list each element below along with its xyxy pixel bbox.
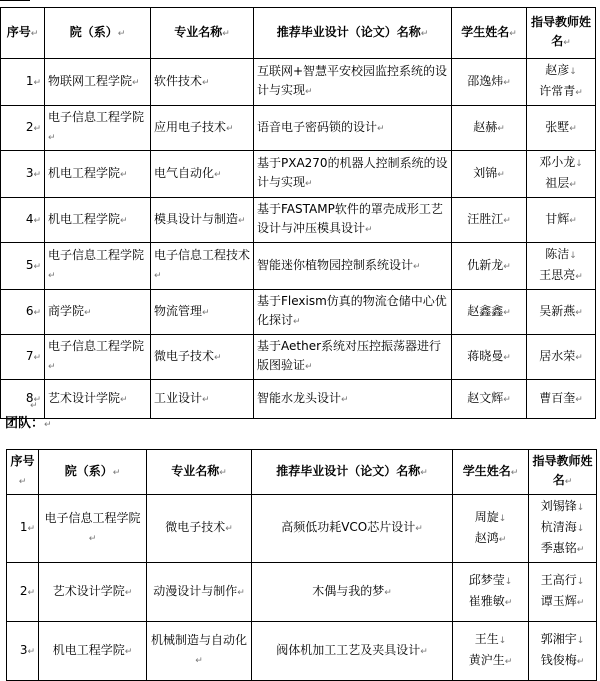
student-text: 蒋晓曼	[467, 348, 504, 363]
header-seq: 序号↵	[1, 8, 45, 59]
cell-major: 应用电子技术↵	[151, 106, 254, 151]
cell-student: 赵鑫鑫↵	[452, 290, 527, 335]
student-text: 邵逸炜	[467, 73, 504, 88]
cell-title: 语音电子密码锁的设计↵	[254, 106, 452, 151]
cell-seq: 8↵	[1, 380, 45, 419]
cell-college: 艺术设计学院↵	[39, 563, 147, 622]
cell-student: 汪胜江↵	[452, 198, 527, 243]
student-name: 邱梦莹	[468, 573, 505, 587]
cell-seq: 6↵	[1, 290, 45, 335]
cell-major: 物流管理↵	[151, 290, 254, 335]
header-seq: 序号↵	[7, 450, 39, 495]
title-text: 阀体机加工工艺及夹具设计	[276, 642, 421, 657]
advisor-name: 许常青	[539, 84, 576, 98]
table-row	[7, 622, 597, 681]
student-text: 仇新龙	[467, 257, 504, 272]
seq-text: 7	[25, 348, 34, 363]
cell-advisor: 赵彦↓ 许常青↵	[527, 59, 596, 106]
student-name: 黄沪生	[468, 653, 505, 667]
cell-college: 机电工程学院↵	[45, 151, 151, 198]
title-text: 智能水龙头设计	[257, 390, 342, 405]
cell-college: 电子信息工程学院↵	[45, 243, 151, 290]
header-student: 学生姓名↵	[453, 450, 529, 495]
cell-college: 商学院↵	[45, 290, 151, 335]
cell-advisor: 邓小龙↓ 祖层↵	[527, 151, 596, 198]
major-text: 动漫设计与制作	[153, 583, 238, 598]
cell-seq: 1↵	[1, 59, 45, 106]
cell-college: 物联网工程学院↵	[45, 59, 151, 106]
major-text: 物流管理	[154, 303, 203, 318]
cell-college: 机电工程学院↵	[45, 198, 151, 243]
advisor-name: 陈洁	[545, 247, 570, 261]
title-text: 基于FASTAMP软件的罩壳成形工艺设计与冲压模具设计	[257, 202, 443, 235]
college-text: 机电工程学院	[52, 642, 125, 657]
seq-text: 4	[25, 211, 34, 226]
header-advisor: 指导教师姓名↵	[527, 8, 596, 59]
cell-student: 周旋↓ 赵鸿↵	[453, 495, 529, 563]
header-title: 推荐毕业设计（论文）名称↵	[252, 450, 453, 495]
team-recommendation-table	[6, 449, 597, 681]
cell-seq: 5↵	[1, 243, 45, 290]
cell-title: 高频低功耗VCO芯片设计↵	[252, 495, 453, 563]
major-text: 软件技术	[154, 73, 203, 88]
header-college: 院（系）↵	[39, 450, 147, 495]
cell-advisor: 吴新燕↵	[527, 290, 596, 335]
student-name: 王生	[474, 632, 499, 646]
cell-student: 仇新龙↵	[452, 243, 527, 290]
table-row	[1, 198, 596, 243]
advisor-name: 季惠铭	[540, 541, 577, 555]
college-text: 商学院	[48, 303, 85, 318]
college-text: 艺术设计学院	[48, 390, 121, 405]
cell-title: 基于PXA270的机器人控制系统的设计与实现↵	[254, 151, 452, 198]
cell-advisor: 居水荣↵	[527, 335, 596, 380]
seq-text: 3	[19, 642, 28, 657]
title-text: 基于Aether系统对压控振荡器进行版图验证	[257, 339, 442, 372]
college-text: 电子信息工程学院	[48, 248, 145, 262]
advisor-name: 吴新燕	[539, 303, 576, 318]
cell-major: 模具设计与制造↵	[151, 198, 254, 243]
advisor-name: 赵彦	[545, 63, 570, 77]
title-text: 高频低功耗VCO芯片设计	[281, 520, 416, 534]
title-text: 基于Flexism仿真的物流仓储中心优化探讨	[257, 294, 447, 327]
cell-advisor: 甘辉↵	[527, 198, 596, 243]
advisor-name: 曹百奎	[539, 390, 576, 405]
title-text: 语音电子密码锁的设计	[257, 119, 378, 134]
header-major: 专业名称↵	[147, 450, 252, 495]
table-row	[1, 151, 596, 198]
student-text: 赵鑫鑫	[467, 303, 504, 318]
paragraph-mark: ↵	[30, 401, 38, 411]
title-text: 木偶与我的梦	[312, 583, 385, 598]
cell-advisor: 王高行↓ 谭玉辉↵	[529, 563, 597, 622]
table-header-row	[7, 450, 597, 495]
table-row	[1, 380, 596, 419]
seq-text: 2	[19, 583, 28, 598]
advisor-name: 居水荣	[539, 348, 576, 363]
table-header-row	[1, 8, 596, 59]
cell-student: 邱梦莹↓ 崔雅敏↵	[453, 563, 529, 622]
seq-text: 5	[25, 257, 34, 272]
table-row	[1, 106, 596, 151]
title-text: 智能迷你植物园控制系统设计	[257, 257, 414, 272]
cell-major: 电气自动化↵	[151, 151, 254, 198]
table-row	[7, 563, 597, 622]
college-text: 电子信息工程学院	[44, 510, 141, 525]
table-row	[1, 243, 596, 290]
advisor-name: 谭玉辉	[540, 594, 577, 608]
cell-college: 电子信息工程学院↵	[45, 335, 151, 380]
cell-title: 互联网+智慧平安校园监控系统的设计与实现↵	[254, 59, 452, 106]
cell-major: 电子信息工程技术↵	[151, 243, 254, 290]
seq-text: 3	[25, 165, 34, 180]
cell-advisor: 郭湘宇↓ 钱俊梅↵	[529, 622, 597, 681]
header-college: 院（系）↵	[45, 8, 151, 59]
college-text: 机电工程学院	[48, 211, 121, 226]
student-name: 周旋	[474, 509, 499, 524]
advisor-name: 郭湘宇	[540, 632, 577, 646]
table-row	[7, 495, 597, 563]
cell-major: 微电子技术↵	[147, 495, 252, 563]
cell-student: 王生↓ 黄沪生↵	[453, 622, 529, 681]
header-student: 学生姓名↵	[452, 8, 527, 59]
college-text: 机电工程学院	[48, 165, 121, 180]
college-text: 艺术设计学院	[52, 583, 125, 598]
major-text: 微电子技术	[165, 520, 226, 534]
seq-text: 1	[25, 73, 34, 88]
cell-student: 赵赫↵	[452, 106, 527, 151]
seq-text: 2	[25, 119, 34, 134]
cell-student: 邵逸炜↵	[452, 59, 527, 106]
cell-title: 基于Flexism仿真的物流仓储中心优化探讨↵	[254, 290, 452, 335]
student-text: 赵文辉	[467, 390, 504, 405]
cell-title: 智能水龙头设计↵	[254, 380, 452, 419]
table-row	[1, 290, 596, 335]
cell-student: 蒋晓曼↵	[452, 335, 527, 380]
cell-student: 刘锦↵	[452, 151, 527, 198]
student-text: 汪胜江	[467, 211, 504, 226]
cell-seq: 2↵	[1, 106, 45, 151]
cell-student: 赵文辉↵	[452, 380, 527, 419]
cell-college: 艺术设计学院↵	[45, 380, 151, 419]
major-text: 微电子技术	[154, 348, 215, 363]
advisor-name: 王高行	[540, 573, 577, 587]
college-text: 物联网工程学院	[48, 73, 133, 88]
table-row	[1, 335, 596, 380]
advisor-name: 甘辉	[545, 211, 570, 226]
cell-title: 基于Aether系统对压控振荡器进行版图验证↵	[254, 335, 452, 380]
title-text: 基于PXA270的机器人控制系统的设计与实现	[257, 156, 448, 189]
advisor-name: 邓小龙	[539, 155, 576, 169]
cell-major: 动漫设计与制作↵	[147, 563, 252, 622]
cell-title: 木偶与我的梦↵	[252, 563, 453, 622]
advisor-name: 刘锡锋	[540, 499, 577, 513]
cell-advisor: 刘锡锋↓ 杭清海↓ 季惠铭↵	[529, 495, 597, 563]
cell-major: 软件技术↵	[151, 59, 254, 106]
cell-major: 工业设计↵	[151, 380, 254, 419]
cell-college: 电子信息工程学院↵	[45, 106, 151, 151]
header-major: 专业名称↵	[151, 8, 254, 59]
student-text: 赵赫	[473, 119, 498, 134]
major-text: 工业设计	[154, 390, 203, 405]
cell-college: 机电工程学院↵	[39, 622, 147, 681]
advisor-name: 钱俊梅	[540, 653, 577, 667]
title-text: 互联网+智慧平安校园监控系统的设计与实现	[257, 64, 448, 97]
seq-text: 6	[25, 303, 34, 318]
student-text: 刘锦	[473, 165, 498, 180]
cell-seq: 3↵	[7, 622, 39, 681]
seq-text: 8	[25, 390, 34, 405]
cell-advisor: 陈洁↓ 王思亮↵	[527, 243, 596, 290]
header-advisor: 指导教师姓名↵	[529, 450, 597, 495]
college-text: 电子信息工程学院	[48, 110, 145, 124]
advisor-name: 张墅	[545, 119, 570, 134]
previous-table-edge	[0, 0, 30, 5]
major-text: 机械制造与自动化	[150, 633, 247, 647]
header-title: 推荐毕业设计（论文）名称↵	[254, 8, 452, 59]
college-text: 电子信息工程学院	[48, 339, 145, 353]
seq-text: 1	[19, 520, 28, 534]
advisor-name: 祖层	[545, 176, 570, 190]
cell-college: 电子信息工程学院↵	[39, 495, 147, 563]
student-name: 赵鸿	[474, 530, 499, 545]
table-row	[1, 59, 596, 106]
cell-seq: 7↵	[1, 335, 45, 380]
major-text: 电子信息工程技术	[154, 248, 251, 262]
major-text: 电气自动化	[154, 165, 215, 180]
advisor-name: 杭清海	[540, 520, 577, 534]
cell-seq: 3↵	[1, 151, 45, 198]
cell-major: 微电子技术↵	[151, 335, 254, 380]
cell-advisor: 曹百奎↵	[527, 380, 596, 419]
cell-seq: 2↵	[7, 563, 39, 622]
cell-seq: 4↵	[1, 198, 45, 243]
major-text: 模具设计与制造	[154, 211, 239, 226]
major-text: 应用电子技术	[154, 119, 227, 134]
advisor-name: 王思亮	[539, 268, 576, 282]
cell-advisor: 张墅↵	[527, 106, 596, 151]
cell-title: 阀体机加工工艺及夹具设计↵	[252, 622, 453, 681]
individual-recommendation-table	[0, 7, 596, 419]
team-section-label: 团队：↵	[5, 416, 52, 431]
student-name: 崔雅敏	[468, 594, 505, 608]
cell-title: 基于FASTAMP软件的罩壳成形工艺设计与冲压模具设计↵	[254, 198, 452, 243]
cell-major: 机械制造与自动化↵	[147, 622, 252, 681]
cell-seq: 1↵	[7, 495, 39, 563]
cell-title: 智能迷你植物园控制系统设计↵	[254, 243, 452, 290]
